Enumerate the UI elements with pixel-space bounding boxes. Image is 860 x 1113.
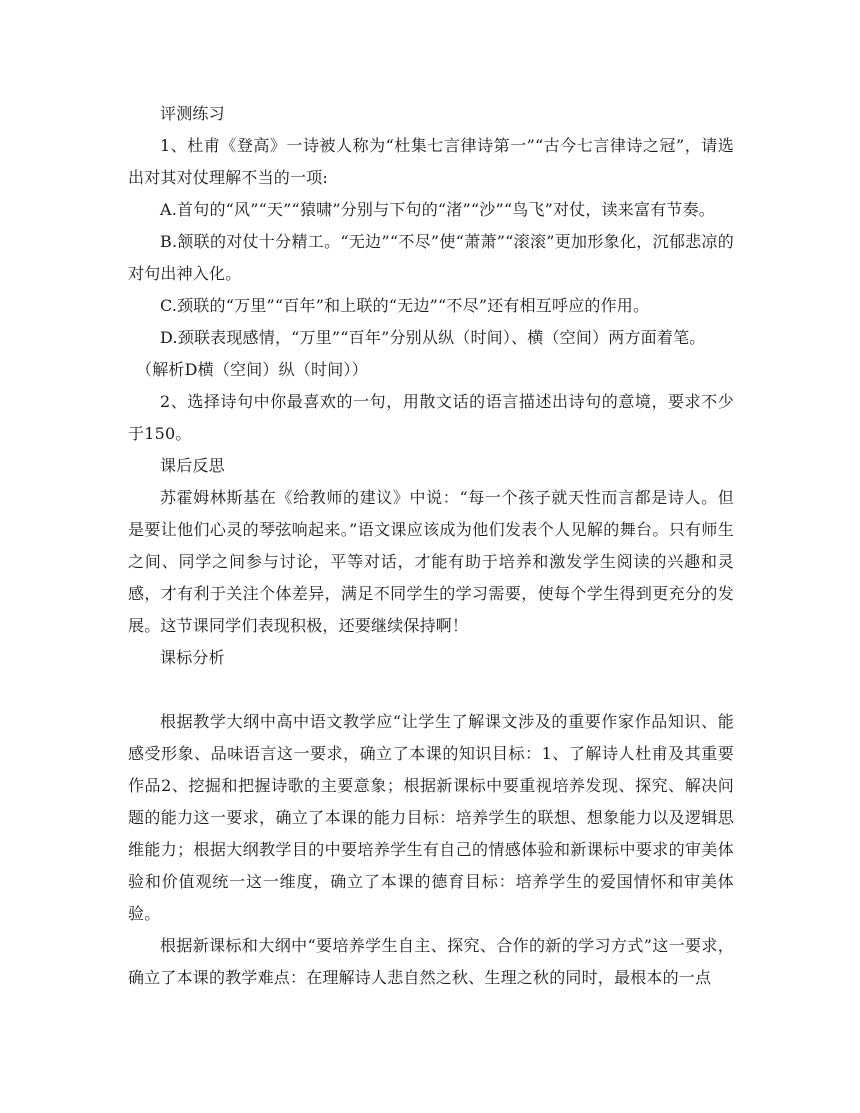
answer-analysis: （解析D横（空间）纵（时间））	[136, 360, 368, 379]
standard-paragraph-1: 根据教学大纲中高中语文教学应“让学生了解课文涉及的重要作家作品知识、能感受形象、品味语言这一要求，确立了本课的知识目标：1、了解诗人杜甫及其重要作品2、挖掘和把握诗歌的主要意象；根据新课标中要重视培养发现、探究、解决问题的能力这一要求，确立了本课的能力目标：培养学生的联想、想象能力以及逻辑思维能力；根据大纲教学目的中要培养学生有自己的情感体验和新课标中要求的审美体验和价值观统一这一维度，确立了本课的德育目标：培养学生的爱国情怀和审美体验。	[128, 712, 734, 923]
reflection-paragraph: 苏霍姆林斯基在《给教师的建议》中说：“每一个孩子就天性而言都是诗人。但是要让他们心灵的琴弦响起来。”语文课应该成为他们发表个人见解的舞台。只有师生之间、同学之间参与讨论，平等对话，才能有助于培养和激发学生阅读的兴趣和灵感，才有利于关注个体差异，满足不同学生的学习需要，使每个学生得到更充分的发展。这节课同学们表现积极，还要继续保持啊！	[128, 488, 734, 635]
option-d: D.颈联表现感情，“万里”“百年”分别从纵（时间）、横（空间）两方面着笔。	[160, 328, 706, 347]
section-heading-evaluation: 评测练习	[160, 104, 225, 123]
standard-paragraph-2: 根据新课标和大纲中“要培养学生自主、探究、合作的新的学习方式”这一要求，确立了本课的教学难点：在理解诗人悲自然之秋、生理之秋的同时，最根本的一点	[128, 936, 734, 987]
question-1: 1、杜甫《登高》一诗被人称为“杜集七言律诗第一”“古今七言律诗之冠”，请选出对其对仗理解不当的一项:	[128, 136, 734, 187]
blank-line	[128, 674, 734, 706]
section-heading-standard: 课标分析	[160, 648, 225, 667]
document-page	[128, 98, 734, 994]
option-a: A.首句的“风”“天”“猿啸”分别与下句的“渚”“沙”“鸟飞”对仗，读来富有节奏。	[160, 200, 715, 219]
option-b: B.颔联的对仗十分精工。“无边”“不尽”使“萧萧”“滚滚”更加形象化，沉郁悲凉的对句出神入化。	[128, 232, 734, 283]
option-c: C.颈联的“万里”“百年”和上联的“无边”“不尽”还有相互呼应的作用。	[160, 296, 650, 315]
section-heading-reflection: 课后反思	[160, 456, 225, 475]
question-2: 2、选择诗句中你最喜欢的一句，用散文话的语言描述出诗句的意境，要求不少于150。	[128, 392, 734, 443]
